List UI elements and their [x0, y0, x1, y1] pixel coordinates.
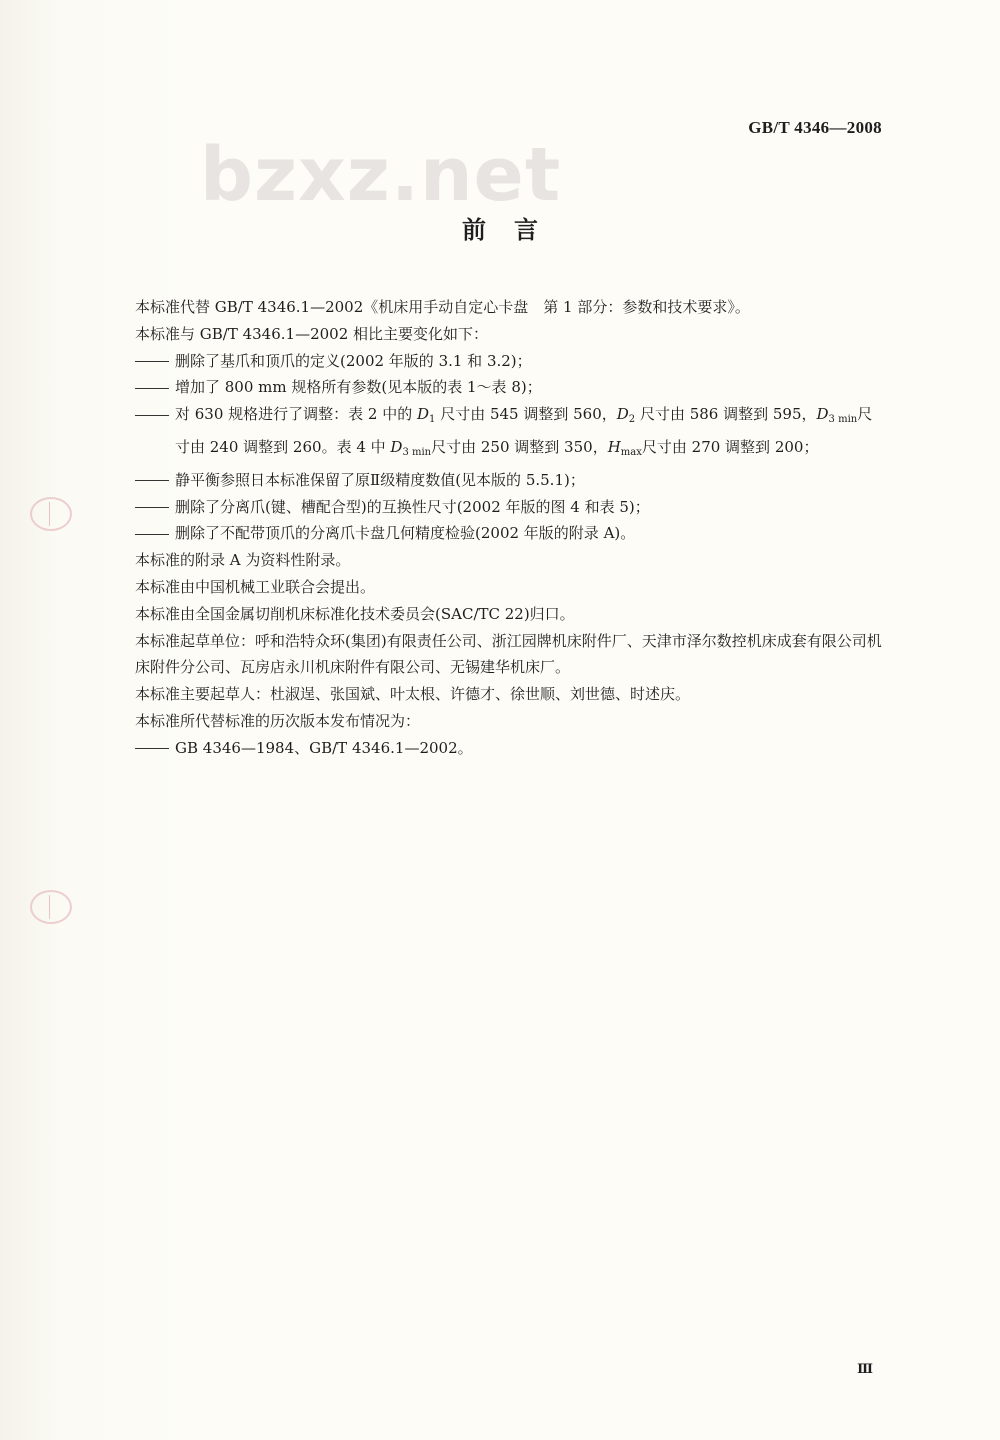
document-body [135, 294, 887, 762]
change-item [135, 467, 887, 494]
change-item [135, 494, 887, 521]
history-text: GB 4346—1984、GB/T 4346.1—2002。 [175, 738, 473, 757]
change-text: 尺寸由 545 调整到 560， [435, 405, 617, 424]
paragraph: 本标准主要起草人：杜淑逞、张国斌、叶太根、许德才、徐世顺、刘世德、时述庆。 [135, 685, 691, 704]
symbol-d3min: $D_{3 min}$ [390, 437, 432, 458]
punch-hole-icon [30, 890, 72, 924]
change-text: 尺寸由 250 调整到 350， [431, 437, 608, 456]
paragraph: 本标准由中国机械工业联合会提出。 [135, 577, 376, 596]
history-item [135, 735, 887, 762]
document-code: GB/T 4346—2008 [748, 118, 882, 137]
change-item [135, 401, 887, 467]
symbol-d1: $D_1$ [417, 405, 436, 426]
paragraph: 本标准与 GB/T 4346.1—2002 相比主要变化如下： [135, 324, 489, 343]
watermark: bzxz.net [200, 132, 562, 218]
symbol-d3min: $D_{3 min}$ [816, 405, 858, 426]
paragraph: 本标准所代替标准的历次版本发布情况为： [135, 711, 421, 730]
dash-icon [135, 494, 175, 521]
change-text: 尺寸由 586 调整到 595， [635, 405, 817, 424]
change-item [135, 348, 887, 375]
change-text: 尺寸由 270 调整到 200； [641, 437, 819, 456]
paragraph: 本标准的附录 A 为资料性附录。 [135, 551, 351, 570]
paragraph: 本标准起草单位：呼和浩特众环(集团)有限责任公司、浙江园牌机床附件厂、天津市泽尔数控机床成套有限公司机床附件分公司、瓦房店永川机床附件有限公司、无锡建华机床厂。 [135, 631, 882, 677]
symbol-hmax: $H_{max}$ [607, 437, 642, 458]
dash-icon [135, 374, 175, 401]
change-text: 增加了 800 mm 规格所有参数(见本版的表 1～表 8)； [175, 378, 542, 397]
page-number: Ⅲ [857, 1361, 873, 1376]
dash-icon [135, 520, 175, 547]
punch-hole-icon [30, 497, 72, 531]
change-text: 尺寸由 240 调整到 260。表 4 中 [175, 405, 873, 456]
dash-icon [135, 735, 175, 762]
dash-icon [135, 348, 175, 375]
change-text: 静平衡参照日本标准保留了原Ⅱ级精度数值(见本版的 5.5.1)； [175, 470, 585, 489]
change-text: 删除了基爪和顶爪的定义(2002 年版的 3.1 和 3.2)； [175, 351, 532, 370]
change-text: 删除了分离爪(键、槽配合型)的互换性尺寸(2002 年版的图 4 和表 5)； [175, 497, 650, 516]
change-text: 对 630 规格进行了调整：表 2 中的 [175, 405, 418, 424]
change-item [135, 374, 887, 401]
paragraph: 本标准代替 GB/T 4346.1—2002《机床用手动自定心卡盘 第 1 部分：参数和技术要求》。 [135, 298, 750, 316]
change-item [135, 520, 887, 547]
change-text: 删除了不配带顶爪的分离爪卡盘几何精度检验(2002 年版的附录 A)。 [175, 524, 636, 543]
page-title: 前言 [462, 216, 566, 244]
paragraph: 本标准由全国金属切削机床标准化技术委员会(SAC/TC 22)归口。 [135, 604, 575, 623]
dash-icon [135, 467, 175, 494]
dash-icon [135, 401, 175, 428]
symbol-d2: $D_2$ [616, 405, 636, 426]
